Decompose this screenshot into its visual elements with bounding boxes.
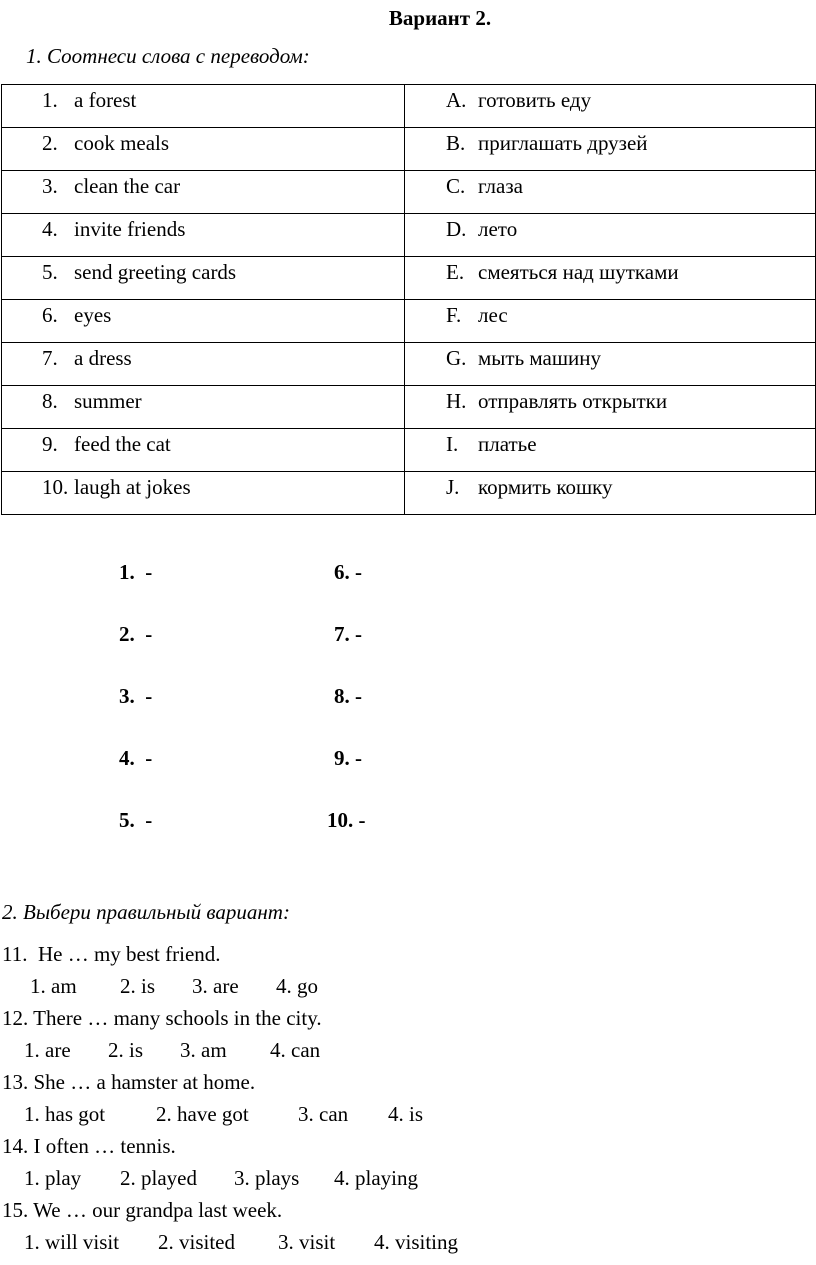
answer-option[interactable]: 1. play <box>24 1166 82 1190</box>
task-1-heading: 1. Соотнеси слова с переводом: <box>26 44 310 68</box>
russian-word: глаза <box>478 174 523 198</box>
russian-letter: F. <box>446 303 462 327</box>
answer-option[interactable]: 2. played <box>120 1166 197 1190</box>
english-word: laugh at jokes <box>74 475 191 499</box>
question-text: 14. I often … tennis. <box>2 1134 176 1158</box>
russian-letter: B. <box>446 131 466 155</box>
russian-letter: H. <box>446 389 467 413</box>
answer-slot[interactable]: 7. - <box>334 622 362 646</box>
russian-word: приглашать друзей <box>478 131 648 155</box>
english-cell <box>2 343 405 386</box>
english-word: feed the cat <box>74 432 171 456</box>
russian-word: лес <box>478 303 508 327</box>
english-word: send greeting cards <box>74 260 237 284</box>
answer-slot[interactable]: 2. - <box>119 622 153 646</box>
answer-option[interactable]: 2. is <box>120 974 156 998</box>
answer-option[interactable]: 1. has got <box>24 1102 106 1126</box>
russian-word: мыть машину <box>478 346 602 370</box>
table-row <box>2 300 816 343</box>
question-text: 12. There … many schools in the city. <box>2 1006 322 1030</box>
table-row <box>2 128 816 171</box>
answer-option[interactable]: 4. can <box>270 1038 321 1062</box>
english-number: 7. <box>42 346 58 370</box>
russian-word: готовить еду <box>478 88 592 112</box>
answer-slot[interactable]: 1. - <box>119 560 153 584</box>
russian-letter: A. <box>446 88 467 112</box>
english-word: eyes <box>74 303 112 327</box>
question-text: 13. She … a hamster at home. <box>2 1070 256 1094</box>
answer-option[interactable]: 1. are <box>24 1038 71 1062</box>
russian-word: смеяться над шутками <box>478 260 679 284</box>
english-number: 10. <box>42 475 69 499</box>
answer-option[interactable]: 2. is <box>108 1038 144 1062</box>
table-row <box>2 85 816 128</box>
russian-word: платье <box>478 432 537 456</box>
russian-cell <box>405 171 816 214</box>
english-cell <box>2 386 405 429</box>
russian-letter: G. <box>446 346 467 370</box>
answer-option[interactable]: 4. visiting <box>374 1230 459 1254</box>
answer-option[interactable]: 2. have got <box>156 1102 249 1126</box>
english-cell <box>2 429 405 472</box>
russian-cell <box>405 300 816 343</box>
table-row <box>2 171 816 214</box>
english-number: 2. <box>42 131 58 155</box>
answer-slot[interactable]: 10. - <box>327 808 366 832</box>
table-row <box>2 214 816 257</box>
english-number: 4. <box>42 217 58 241</box>
english-cell <box>2 171 405 214</box>
english-word: clean the car <box>74 174 181 198</box>
answer-option[interactable]: 4. is <box>388 1102 424 1126</box>
english-cell <box>2 257 405 300</box>
table-row <box>2 257 816 300</box>
english-number: 1. <box>42 88 58 112</box>
russian-word: кормить кошку <box>478 475 613 499</box>
answer-option[interactable]: 3. are <box>192 974 239 998</box>
page-title: Вариант 2. <box>388 6 492 30</box>
table-row <box>2 472 816 515</box>
answer-option[interactable]: 3. can <box>298 1102 349 1126</box>
english-number: 9. <box>42 432 58 456</box>
question-text: 15. We … our grandpa last week. <box>2 1198 283 1222</box>
english-cell <box>2 472 405 515</box>
russian-letter: I. <box>446 432 459 456</box>
answer-option[interactable]: 3. am <box>180 1038 227 1062</box>
answer-option[interactable]: 3. visit <box>278 1230 336 1254</box>
english-cell <box>2 300 405 343</box>
task-2-heading: 2. Выбери правильный вариант: <box>2 900 290 924</box>
russian-word: отправлять открытки <box>478 389 668 413</box>
english-number: 5. <box>42 260 58 284</box>
answer-option[interactable]: 4. go <box>276 974 318 998</box>
answer-slot[interactable]: 5. - <box>119 808 153 832</box>
matching-table <box>1 84 816 515</box>
english-word: summer <box>74 389 142 413</box>
answer-option[interactable]: 3. plays <box>234 1166 300 1190</box>
answer-slot[interactable]: 3. - <box>119 684 153 708</box>
answer-slot[interactable]: 8. - <box>334 684 362 708</box>
answer-option[interactable]: 2. visited <box>158 1230 235 1254</box>
english-cell <box>2 85 405 128</box>
english-number: 8. <box>42 389 58 413</box>
table-row <box>2 429 816 472</box>
english-word: invite friends <box>74 217 186 241</box>
russian-word: лето <box>478 217 518 241</box>
russian-letter: E. <box>446 260 465 284</box>
answer-option[interactable]: 1. am <box>30 974 77 998</box>
english-cell <box>2 128 405 171</box>
russian-cell <box>405 85 816 128</box>
table-row <box>2 386 816 429</box>
english-word: a forest <box>74 88 137 112</box>
russian-letter: J. <box>446 475 460 499</box>
english-number: 3. <box>42 174 58 198</box>
russian-cell <box>405 472 816 515</box>
english-cell <box>2 214 405 257</box>
english-number: 6. <box>42 303 58 327</box>
russian-cell <box>405 257 816 300</box>
english-word: cook meals <box>74 131 170 155</box>
english-word: a dress <box>74 346 132 370</box>
answer-option[interactable]: 1. will visit <box>24 1230 120 1254</box>
answer-slot[interactable]: 4. - <box>119 746 153 770</box>
russian-cell <box>405 386 816 429</box>
answer-slot[interactable]: 9. - <box>334 746 362 770</box>
answer-slot[interactable]: 6. - <box>334 560 362 584</box>
russian-cell <box>405 343 816 386</box>
russian-letter: C. <box>446 174 466 198</box>
table-row <box>2 343 816 386</box>
russian-cell <box>405 128 816 171</box>
russian-cell <box>405 429 816 472</box>
question-text: 11. He … my best friend. <box>2 942 221 966</box>
answer-option[interactable]: 4. playing <box>334 1166 418 1190</box>
russian-cell <box>405 214 816 257</box>
russian-letter: D. <box>446 217 467 241</box>
